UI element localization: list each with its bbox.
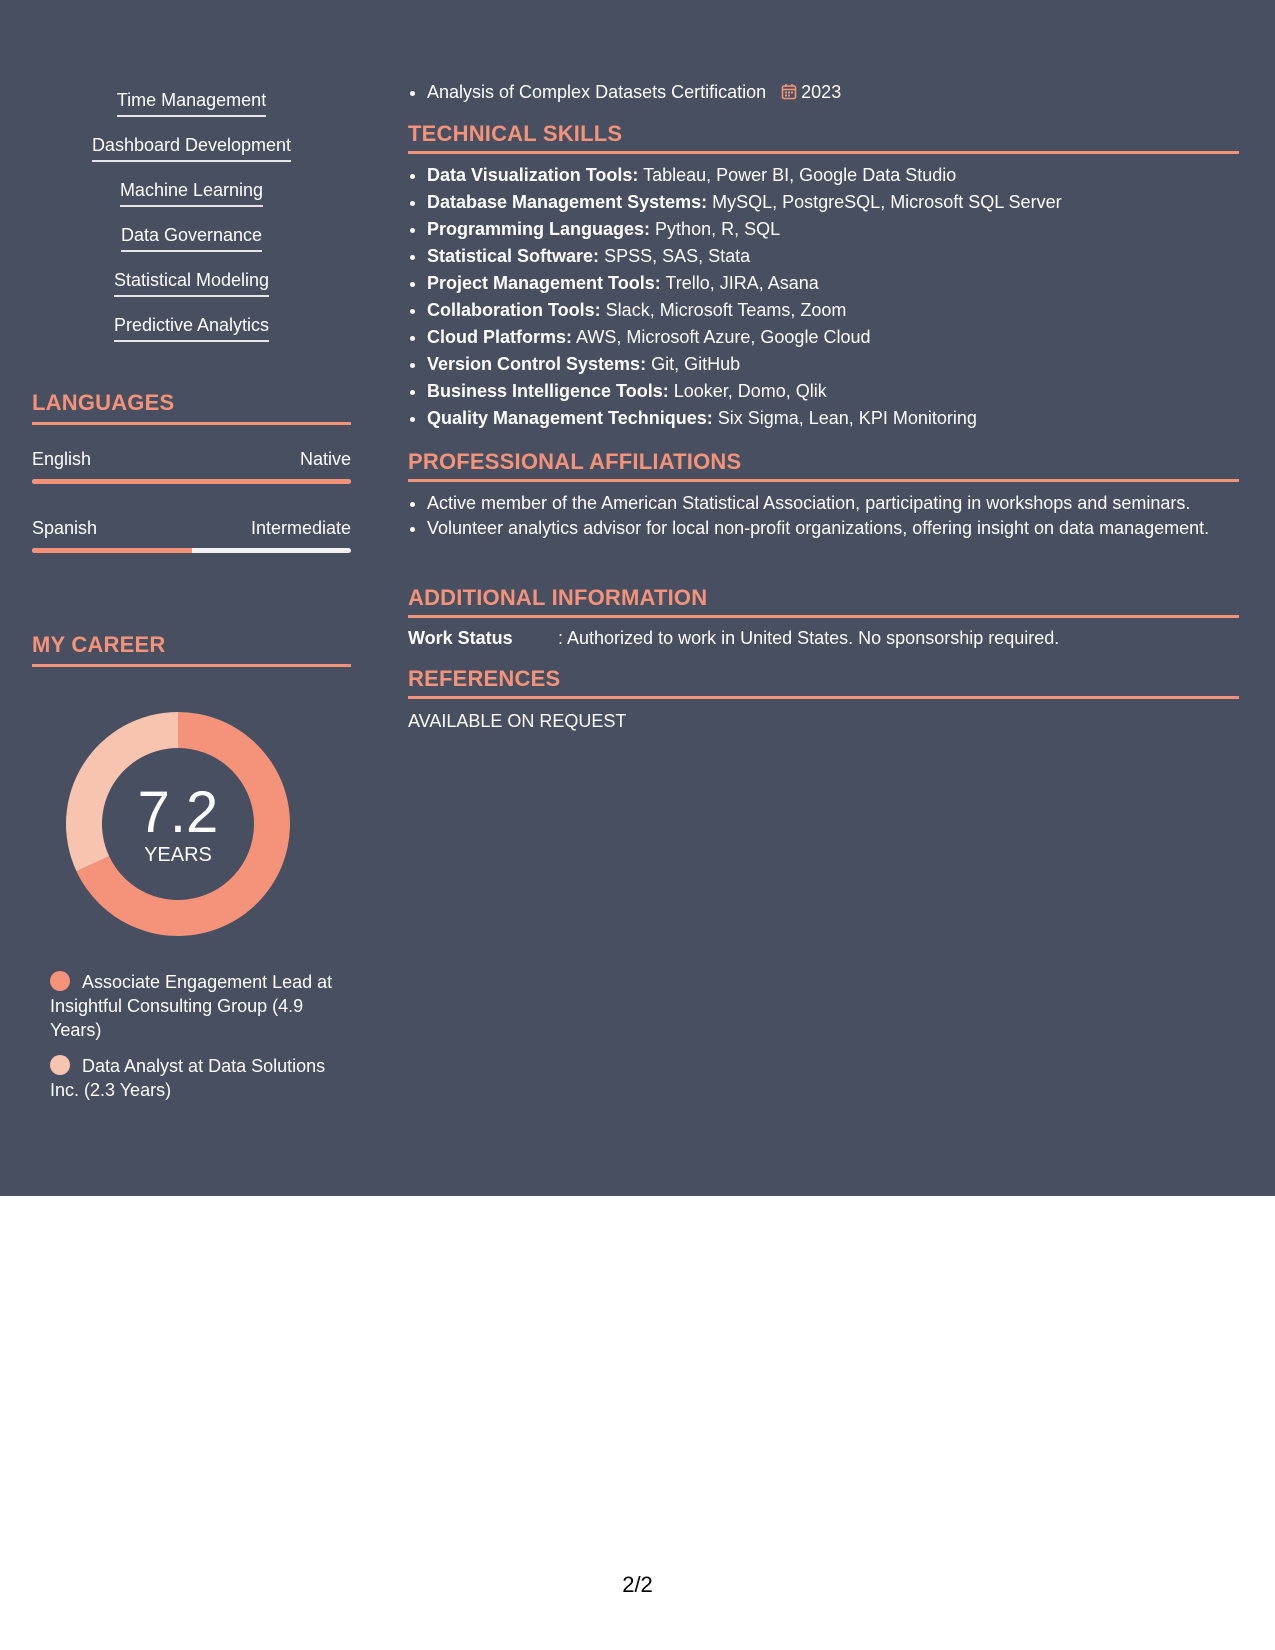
skill-values: SPSS, SAS, Stata — [604, 246, 751, 266]
language-proficiency-bar — [32, 479, 351, 484]
career-role-label: Data Analyst at Data Solutions Inc. (2.3 Years) — [50, 1056, 326, 1100]
skill-tag-label: Statistical Modeling — [114, 266, 269, 297]
affiliation-item: • Active member of the American Statistical Association, participating in workshops and seminars. — [427, 491, 1258, 516]
languages-heading: LANGUAGES — [32, 390, 351, 425]
certification-year: 2023 — [801, 82, 842, 102]
skill-tag — [32, 221, 351, 266]
technical-skill-item — [427, 189, 1258, 216]
career-role-label: Associate Engagement Lead at Insightful Consulting Group (4.9 Years) — [50, 972, 333, 1040]
skill-tag-label: Machine Learning — [120, 176, 263, 207]
skill-values: Git, GitHub — [651, 354, 741, 374]
language-name: English — [32, 449, 92, 469]
language-name: Spanish — [32, 518, 98, 538]
technical-skill-item — [427, 324, 1258, 351]
work-status-label: Work Status — [408, 628, 513, 648]
career-total-value: 7.2 — [137, 780, 219, 845]
page-number: 2/2 — [622, 1572, 653, 1597]
language-proficiency-fill — [32, 479, 351, 484]
skill-category: Programming Languages: — [427, 219, 651, 239]
affiliation-item: • Volunteer analytics advisor for local non-profit organizations, offering insight on data management. — [427, 516, 1258, 541]
technical-skill-item — [427, 243, 1258, 270]
language-proficiency-fill — [32, 548, 192, 553]
language-level: Native — [299, 449, 351, 469]
work-status-row — [408, 628, 1239, 649]
certification-date — [781, 82, 841, 102]
skill-tag — [32, 176, 351, 221]
skill-values: Six Sigma, Lean, KPI Monitoring — [717, 408, 977, 428]
technical-skills-list — [408, 162, 1258, 432]
skill-category: Cloud Platforms: — [427, 327, 573, 347]
career-legend-item — [50, 970, 340, 1042]
skill-tag-label: Dashboard Development — [92, 131, 291, 162]
skill-category: Business Intelligence Tools: — [427, 381, 669, 401]
skill-tag-label: Predictive Analytics — [114, 311, 269, 342]
technical-skill-item — [427, 162, 1258, 189]
career-legend-item — [50, 1054, 340, 1102]
skill-category: Collaboration Tools: — [427, 300, 601, 320]
affiliations-list — [408, 491, 1258, 541]
career-total-unit: YEARS — [144, 844, 212, 866]
career-heading: MY CAREER — [32, 632, 351, 667]
language-level: Intermediate — [250, 518, 351, 538]
technical-skills-heading: TECHNICAL SKILLS — [408, 121, 1239, 154]
skill-values: Looker, Domo, Qlik — [673, 381, 827, 401]
skill-tag — [32, 311, 351, 356]
work-status-value: : Authorized to work in United States. No sponsorship required. — [558, 628, 1060, 648]
skill-values: Slack, Microsoft Teams, Zoom — [605, 300, 847, 320]
technical-skill-item — [427, 351, 1258, 378]
skill-category: Data Visualization Tools: — [427, 165, 639, 185]
legend-dot-icon — [50, 971, 70, 991]
career-legend — [50, 970, 340, 1114]
technical-skill-item — [427, 270, 1258, 297]
skill-category: Database Management Systems: — [427, 192, 708, 212]
skill-values: Python, R, SQL — [655, 219, 781, 239]
skill-category: Version Control Systems: — [427, 354, 647, 374]
skill-tag-label: Data Governance — [121, 221, 262, 252]
skill-tag-list — [32, 86, 351, 356]
skill-tag-label: Time Management — [117, 86, 266, 117]
skill-category: Quality Management Techniques: — [427, 408, 713, 428]
certification-name: Analysis of Complex Datasets Certification — [427, 82, 767, 102]
technical-skill-item — [427, 405, 1258, 432]
language-proficiency-bar — [32, 548, 351, 553]
certification-list — [408, 78, 841, 106]
calendar-icon — [781, 83, 797, 100]
legend-dot-icon — [50, 1055, 70, 1075]
skill-tag — [32, 131, 351, 176]
technical-skill-item — [427, 378, 1258, 405]
career-donut-chart — [66, 712, 290, 936]
affiliations-heading: PROFESSIONAL AFFILIATIONS — [408, 449, 1239, 482]
skill-tag — [32, 86, 351, 131]
skill-values: Trello, JIRA, Asana — [665, 273, 819, 293]
technical-skill-item — [427, 297, 1258, 324]
skill-values: MySQL, PostgreSQL, Microsoft SQL Server — [712, 192, 1062, 212]
skill-values: AWS, Microsoft Azure, Google Cloud — [576, 327, 871, 347]
additional-information-heading: ADDITIONAL INFORMATION — [408, 585, 1239, 618]
technical-skill-item — [427, 216, 1258, 243]
skill-category: Statistical Software: — [427, 246, 600, 266]
skill-values: Tableau, Power BI, Google Data Studio — [643, 165, 957, 185]
references-value: AVAILABLE ON REQUEST — [408, 711, 627, 731]
certification-item — [427, 78, 841, 106]
references-heading: REFERENCES — [408, 666, 1239, 699]
skill-tag — [32, 266, 351, 311]
skill-category: Project Management Tools: — [427, 273, 661, 293]
